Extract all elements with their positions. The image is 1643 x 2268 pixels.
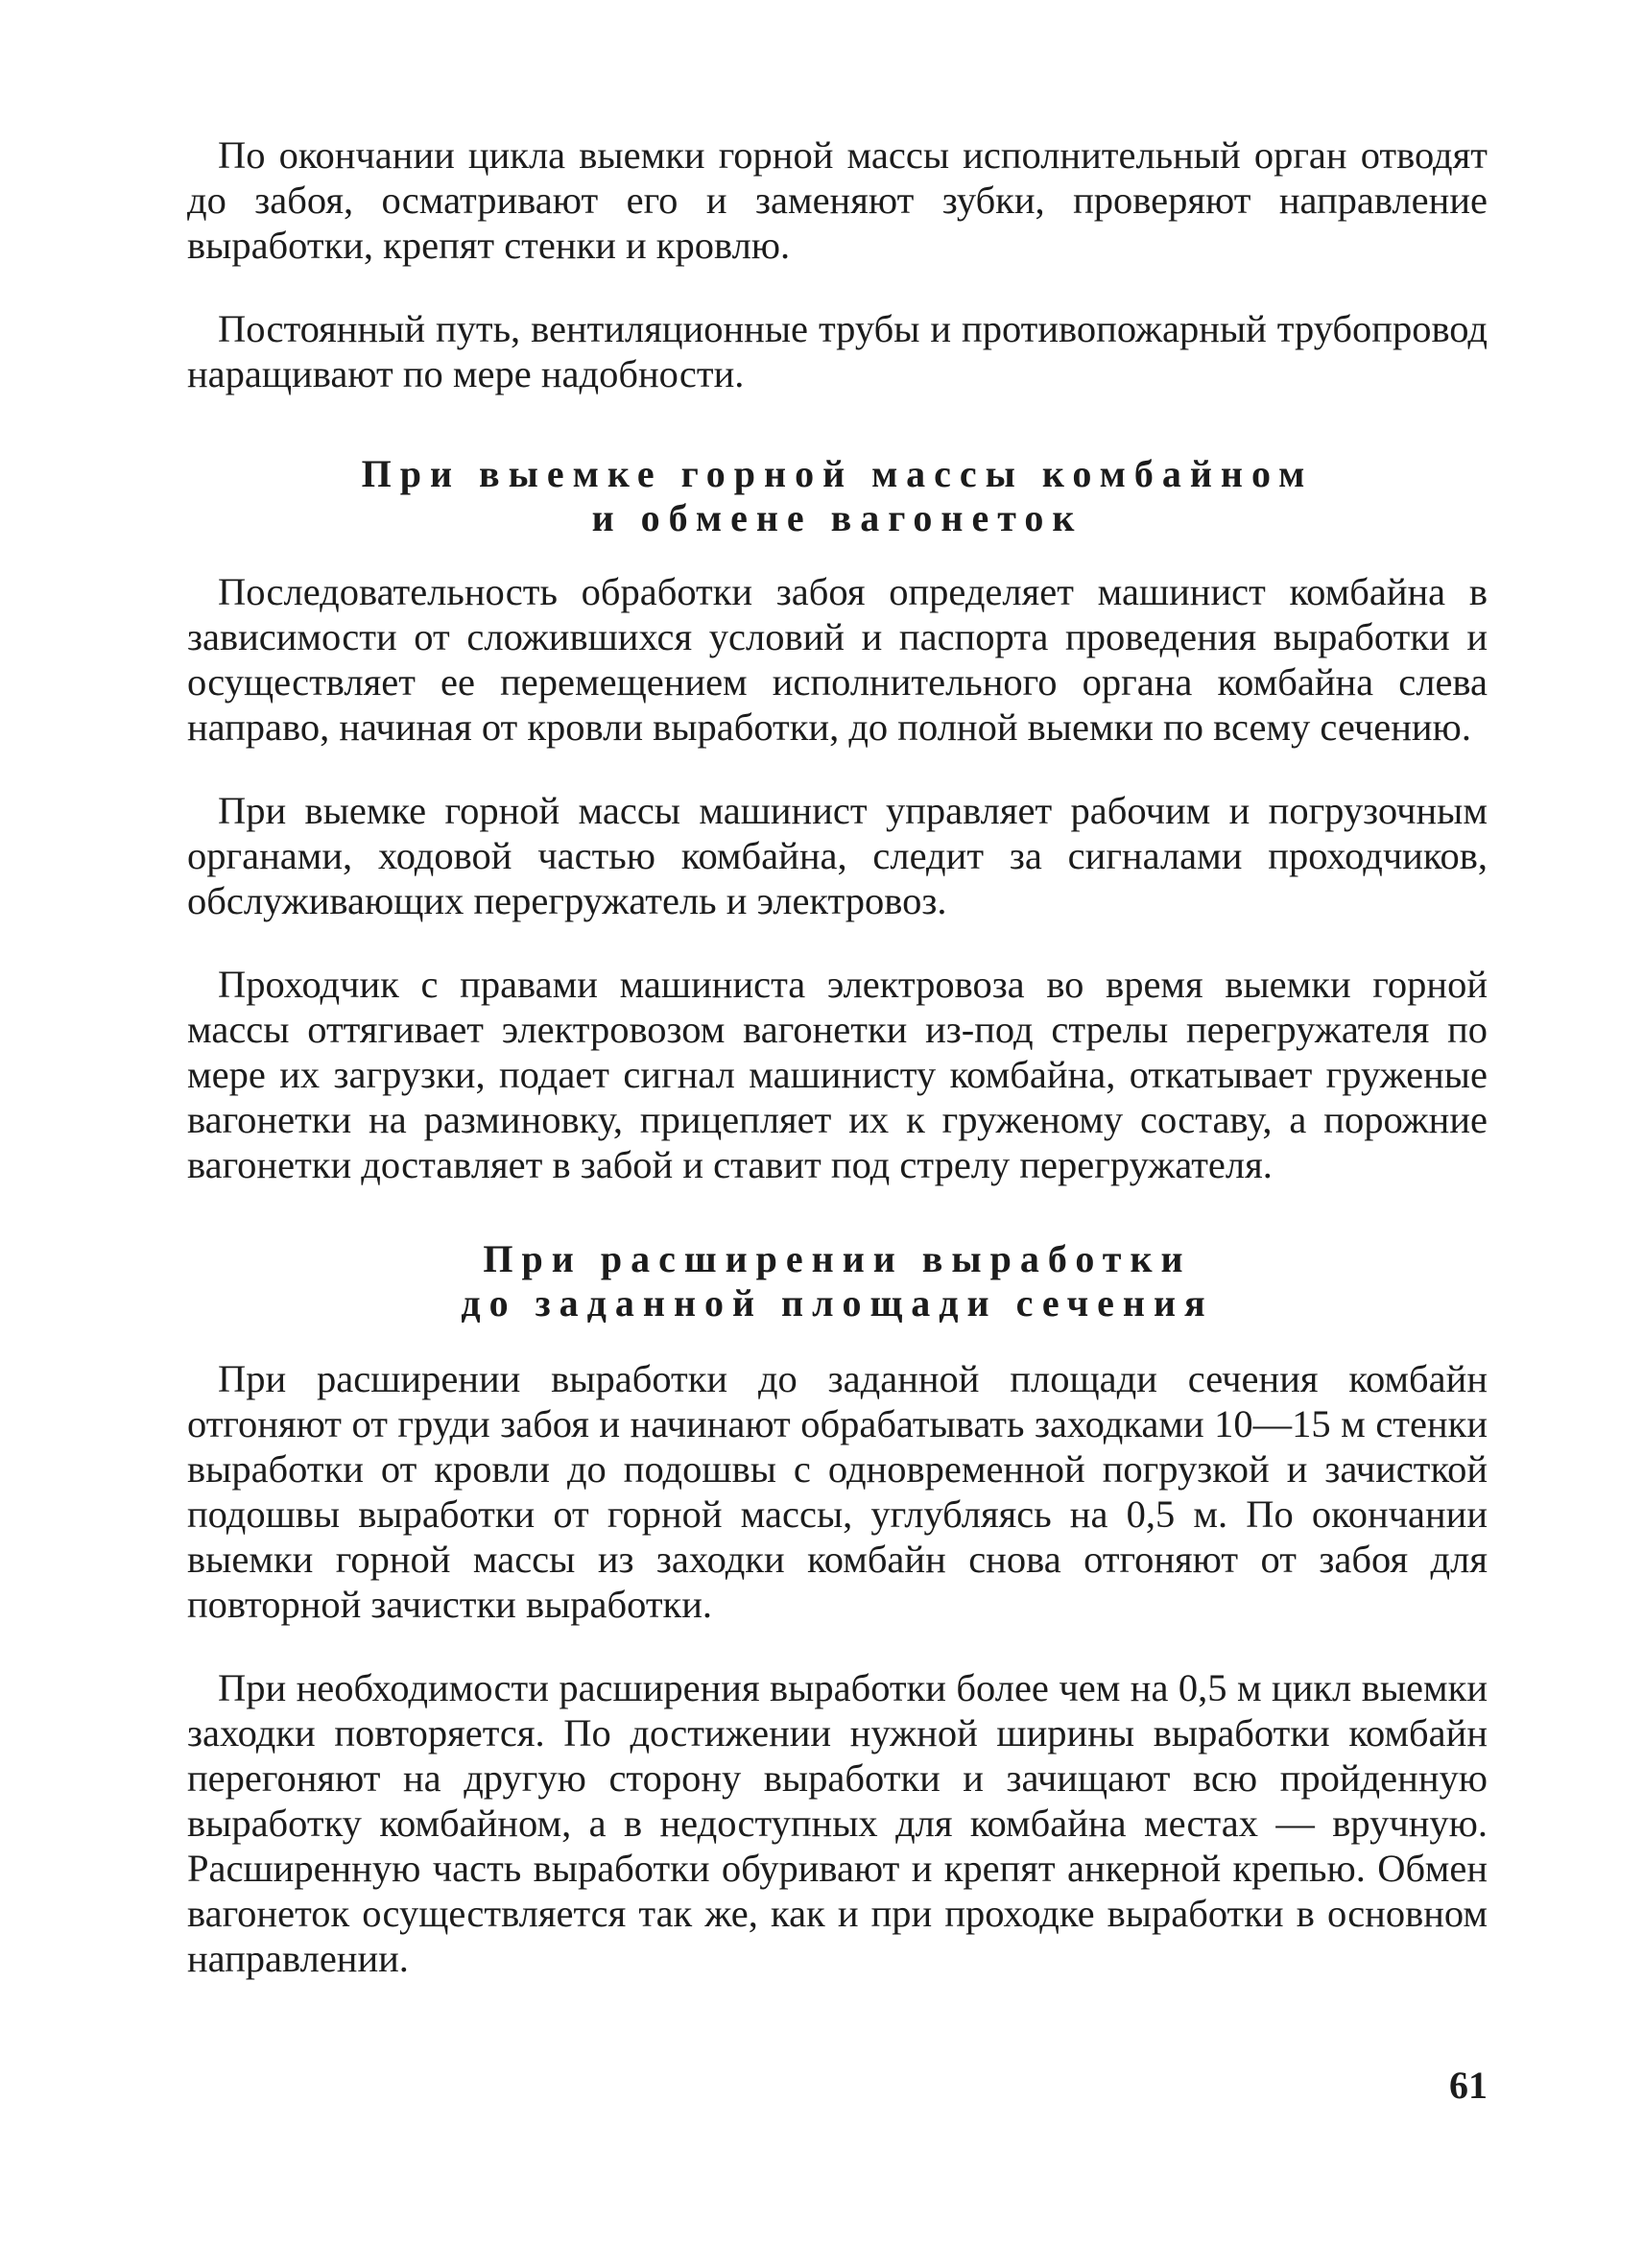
paragraph-intro-1: По окончании цикла выемки горной массы исполнительный орган отводят до забоя, осматривают его и заменяют зубки, проверяют направление выработки, крепят стенки и кровлю. (187, 133, 1488, 267)
section-heading-line: При выемке горной массы комбайном (361, 452, 1314, 495)
paragraph-section1-1: Последовательность обработки забоя определяет машинист комбайна в зависимости от сложившихся условий и паспорта проведения выработки и осуществляет ее перемещением исполнительного органа комбайна слева направо, начиная от кровли выработки, до полной выемки по всему сечению. (187, 570, 1488, 749)
section-heading-line: до заданной площади сечения (461, 1281, 1214, 1325)
paragraph-intro-2: Постоянный путь, вентиляционные трубы и противопожарный трубопровод наращивают по мере надобности. (187, 307, 1488, 395)
section-heading-line: и обмене вагонеток (591, 496, 1083, 539)
page-number: 61 (1449, 2064, 1488, 2107)
paragraph-section1-3: Проходчик с правами машиниста электровоза во время выемки горной массы оттягивает электровозом вагонетки из-под стрелы перегружателя по мере их загрузки, подает сигнал машинисту комбайна, откатывает груженые вагонетки на разминовку, прицепляет их к груженому составу, а порожние вагонетки доставляет в забой и ставит под стрелу перегружателя. (187, 963, 1488, 1186)
section-heading-widening (187, 1237, 1488, 1325)
paragraph-section2-1: При расширении выработки до заданной площади сечения комбайн отгоняют от груди забоя и начинают обрабатывать заходками 10—15 м стенки выработки от кровли до подошвы с одновременной погрузкой и зачисткой подошвы выработки от горной массы, углубляясь на 0,5 м. По окончании выемки горной массы из заходки комбайн снова отгоняют от забоя для повторной зачистки выработки. (187, 1357, 1488, 1626)
section-heading-excavation (187, 452, 1488, 540)
section-heading-line: При расширении выработки (483, 1237, 1192, 1280)
paragraph-section2-2: При необходимости расширения выработки более чем на 0,5 м цикл выемки заходки повторяется. По достижении нужной ширины выработки комбайн перегоняют на другую сторону выработки и зачищают всю пройденную выработку комбайном, а в недоступных для комбайна местах — вручную. Расширенную часть выработки обуривают и крепят анкерной крепью. Обмен вагонеток осуществляется так же, как и при проходке выработки в основном направлении. (187, 1666, 1488, 1980)
paragraph-section1-2: При выемке горной массы машинист управляет рабочим и погрузочным органами, ходовой частью комбайна, следит за сигналами проходчиков, обслуживающих перегружатель и электровоз. (187, 789, 1488, 922)
page-body (187, 132, 1488, 1981)
